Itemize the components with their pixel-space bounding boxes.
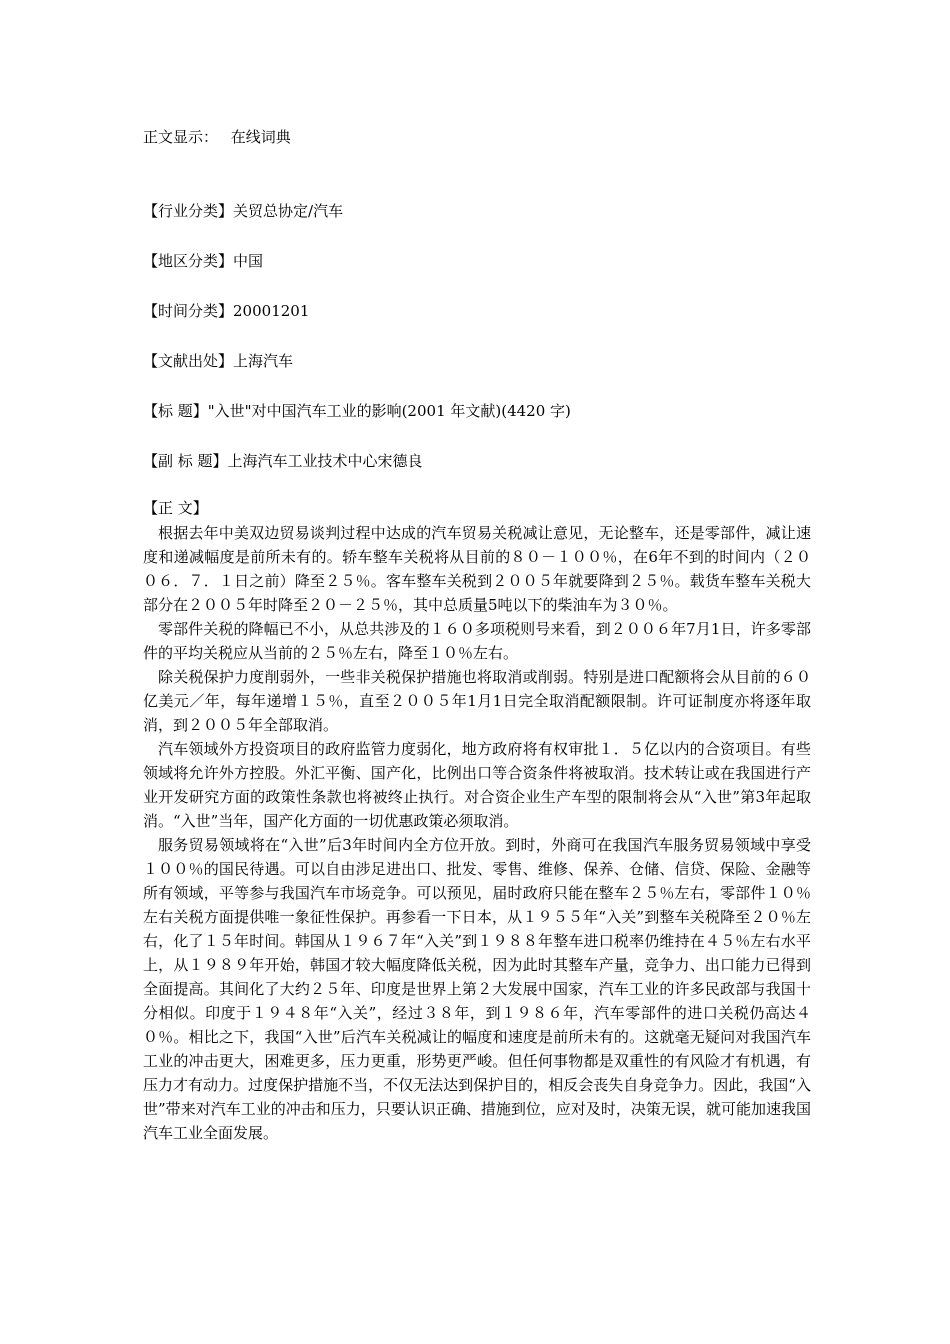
dictionary-link[interactable]: 在线词典 xyxy=(230,128,291,146)
meta-region xyxy=(143,251,263,271)
meta-value: 20001201 xyxy=(233,302,310,320)
meta-title xyxy=(143,401,571,421)
meta-value: "入世"对中国汽车工业的影响(2001 年文献)(4420 字) xyxy=(207,402,571,420)
article-body xyxy=(143,521,811,1145)
meta-source xyxy=(143,351,293,371)
body-paragraph: 根据去年中美双边贸易谈判过程中达成的汽车贸易关税减让意见，无论整车，还是零部件，减让速度和递减幅度是前所未有的。轿车整车关税将从目前的８０－１００％，在6年不到的时间内（２００６．７．１日之前）降至２５％。客车整车关税到２００５年就要降到２５％。载货车整车关税大部分在２００５年时降至２０－２５％，其中总质量5吨以下的柴油车为３０％。 xyxy=(143,524,811,614)
meta-value: 关贸总协定/汽车 xyxy=(233,202,344,220)
meta-key: 【地区分类】 xyxy=(143,252,234,270)
meta-industry xyxy=(143,201,343,221)
meta-value: 中国 xyxy=(233,252,264,270)
display-label: 正文显示： xyxy=(143,128,219,146)
meta-key: 【行业分类】 xyxy=(143,202,234,220)
body-heading: 【正 文】 xyxy=(143,499,208,517)
body-paragraph: 服务贸易领域将在“入世”后3年时间内全方位开放。到时，外商可在我国汽车服务贸易领域中享受１００％的国民待遇。可以自由涉足进出口、批发、零售、维修、保养、仓储、信贷、保险、金融等所有领域，平等参与我国汽车市场竞争。可以预见，届时政府只能在整车２５％左右，零部件１０％左右关税方面提供唯一象征性保护。再参看一下日本，从１９５５年“入关”到整车关税降至２０％左右，化了１５年时间。韩国从１９６７年“入关”到１９８８年整车进口税率仍维持在４５％左右水平上，从１９８９年开始，韩国才较大幅度降低关税，因为此时其整车产量，竞争力、出口能力已得到全面提高。其间化了大约２５年、印度是世界上第２大发展中国家，汽车工业的许多民政部与我国十分相似。印度于１９４８年“入关”，经过３８年，到１９８６年，汽车零部件的进口关税仍高达４０％。相比之下，我国“入世”后汽车关税减让的幅度和速度是前所未有的。这就毫无疑问对我国汽车工业的冲击更大，困难更多，压力更重，形势更严峻。但任何事物都是双重性的有风险才有机遇，有压力才有动力。过度保护措施不当，不仅无法达到保护目的，相反会丧失自身竞争力。因此，我国“入世”带来对汽车工业的冲击和压力，只要认识正确、措施到位，应对及时，决策无误，就可能加速我国汽车工业全面发展。 xyxy=(143,836,811,1142)
meta-subtitle xyxy=(143,451,423,471)
meta-value: 上海汽车工业技术中心宋德良 xyxy=(227,452,423,470)
meta-time xyxy=(143,301,309,321)
meta-key: 【标 题】 xyxy=(143,402,208,420)
meta-value: 上海汽车 xyxy=(233,352,294,370)
meta-key: 【文献出处】 xyxy=(143,352,234,370)
meta-key: 【时间分类】 xyxy=(143,302,234,320)
meta-key: 【副 标 题】 xyxy=(143,452,228,470)
display-header xyxy=(143,127,291,147)
body-paragraph: 汽车领域外方投资项目的政府监管力度弱化，地方政府将有权审批１．５亿以内的合资项目。有些领域将允许外方控股。外汇平衡、国产化，比例出口等合资条件将被取消。技术转让或在我国进行产业开发研究方面的政策性条款也将被终止执行。对合资企业生产车型的限制将会从“入世”第3年起取消。“入世”当年，国产化方面的一切优惠政策必须取消。 xyxy=(143,740,811,830)
body-paragraph: 零部件关税的降幅已不小，从总共涉及的１６０多项税则号来看，到２００６年7月1日，许多零部件的平均关税应从当前的２５％左右，降至１０％左右。 xyxy=(143,620,811,662)
body-paragraph: 除关税保护力度削弱外，一些非关税保护措施也将取消或削弱。特别是进口配额将会从目前的６０亿美元／年，每年递增１５％，直至２００５年1月1日完全取消配额限制。许可证制度亦将逐年取消，到２００５年全部取消。 xyxy=(143,668,811,734)
